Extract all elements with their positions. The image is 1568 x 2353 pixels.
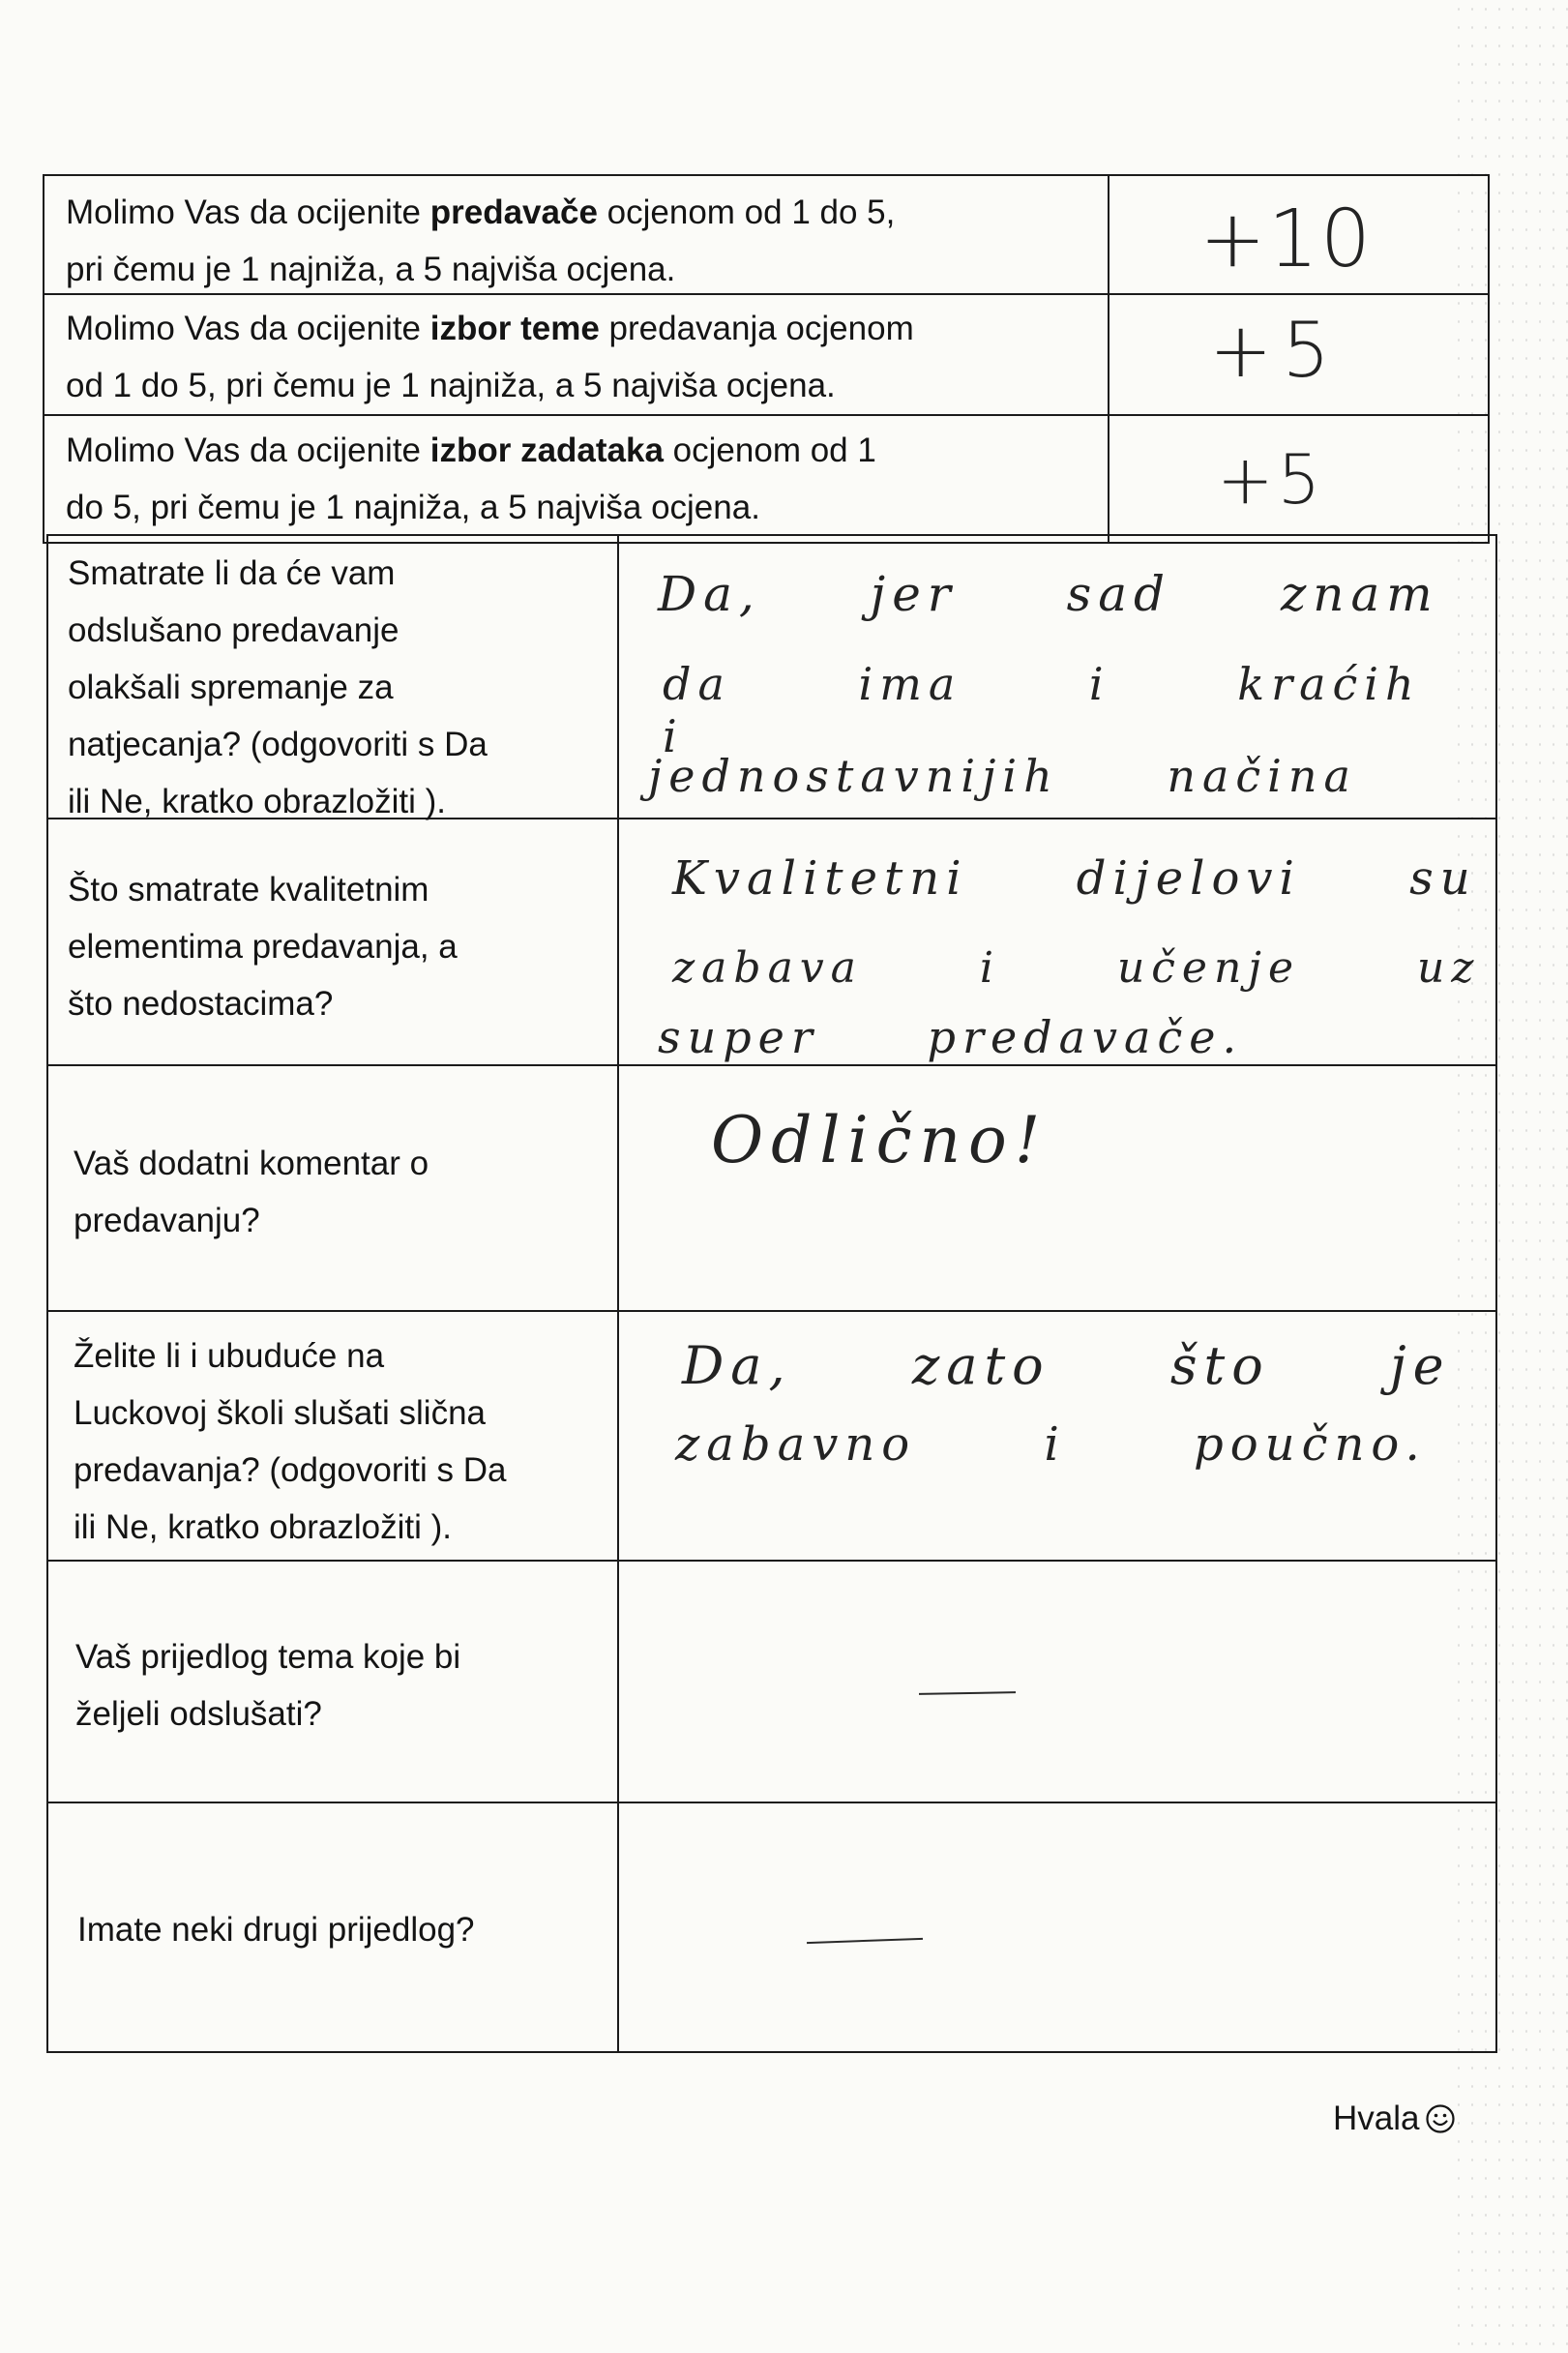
row-divider xyxy=(46,1064,1497,1066)
row-divider xyxy=(46,1310,1497,1312)
question-rate-topic: Molimo Vas da ocijenite izbor teme predavanja ocjenom od 1 do 5, pri čemu je 1 najniža, a 5 najviša ocjena. xyxy=(66,310,914,404)
question-rate-lecturers: Molimo Vas da ocijenite predavače ocjenom od 1 do 5, pri čemu je 1 najniža, a 5 najviša ocjena. xyxy=(66,194,896,288)
answer-quality-elements-line-3: super predavače. xyxy=(658,1011,1244,1063)
question-additional-comment: Vaš dodatni komentar o predavanju? xyxy=(74,1145,429,1239)
question-quality-elements: Što smatrate kvalitetnim elementima predavanja, a što nedostacima? xyxy=(68,871,458,1023)
column-divider xyxy=(1108,174,1109,544)
answer-easier-preparation-line-3: jednostavnijih načina xyxy=(648,750,1357,802)
answer-quality-elements-line-2: zabava i učenje uz xyxy=(672,943,1481,993)
row-divider xyxy=(46,1802,1497,1803)
question-easier-preparation: Smatrate li da će vam odslušano predavanje olakšali spremanje za natjecanja? (odgovoriti s Da ili Ne, kratko obrazložiti ). xyxy=(68,554,488,820)
answer-future-lectures-line-1: Da, zato što je xyxy=(682,1335,1451,1396)
thanks-text: Hvala xyxy=(1333,2100,1420,2137)
row-divider xyxy=(43,414,1490,416)
answer-rate-lecturers: +10 xyxy=(1199,194,1374,285)
row-divider xyxy=(46,1560,1497,1562)
answer-future-lectures-line-2: zabavno i poučno. xyxy=(675,1417,1427,1472)
answer-quality-elements-line-1: Kvalitetni dijelovi su xyxy=(672,851,1477,906)
answer-easier-preparation-line-2: da ima i kraćih i xyxy=(663,658,1421,762)
question-rate-tasks: Molimo Vas da ocijenite izbor zadataka ocjenom od 1 do 5, pri čemu je 1 najniža, a 5 najviša ocjena. xyxy=(66,432,876,526)
question-other-suggestions: Imate neki drugi prijedlog? xyxy=(77,1911,475,1949)
column-divider xyxy=(617,534,619,2053)
question-future-lectures: Želite li i ubuduće na Luckovoj školi slušati slična predavanja? (odgovoriti s Da ili Ne, kratko obrazložiti ). xyxy=(74,1337,507,1546)
thanks-note xyxy=(1333,2100,1456,2138)
answer-rate-topic: +5 xyxy=(1209,308,1340,395)
answer-additional-comment: Odlično! xyxy=(711,1103,1049,1177)
answer-rate-tasks: +5 xyxy=(1217,440,1325,520)
answer-easier-preparation-line-1: Da, jer sad znam xyxy=(658,566,1439,622)
question-topic-suggestions: Vaš prijedlog tema koje bi željeli odslušati? xyxy=(75,1638,461,1733)
smiley-icon xyxy=(1425,2103,1456,2134)
